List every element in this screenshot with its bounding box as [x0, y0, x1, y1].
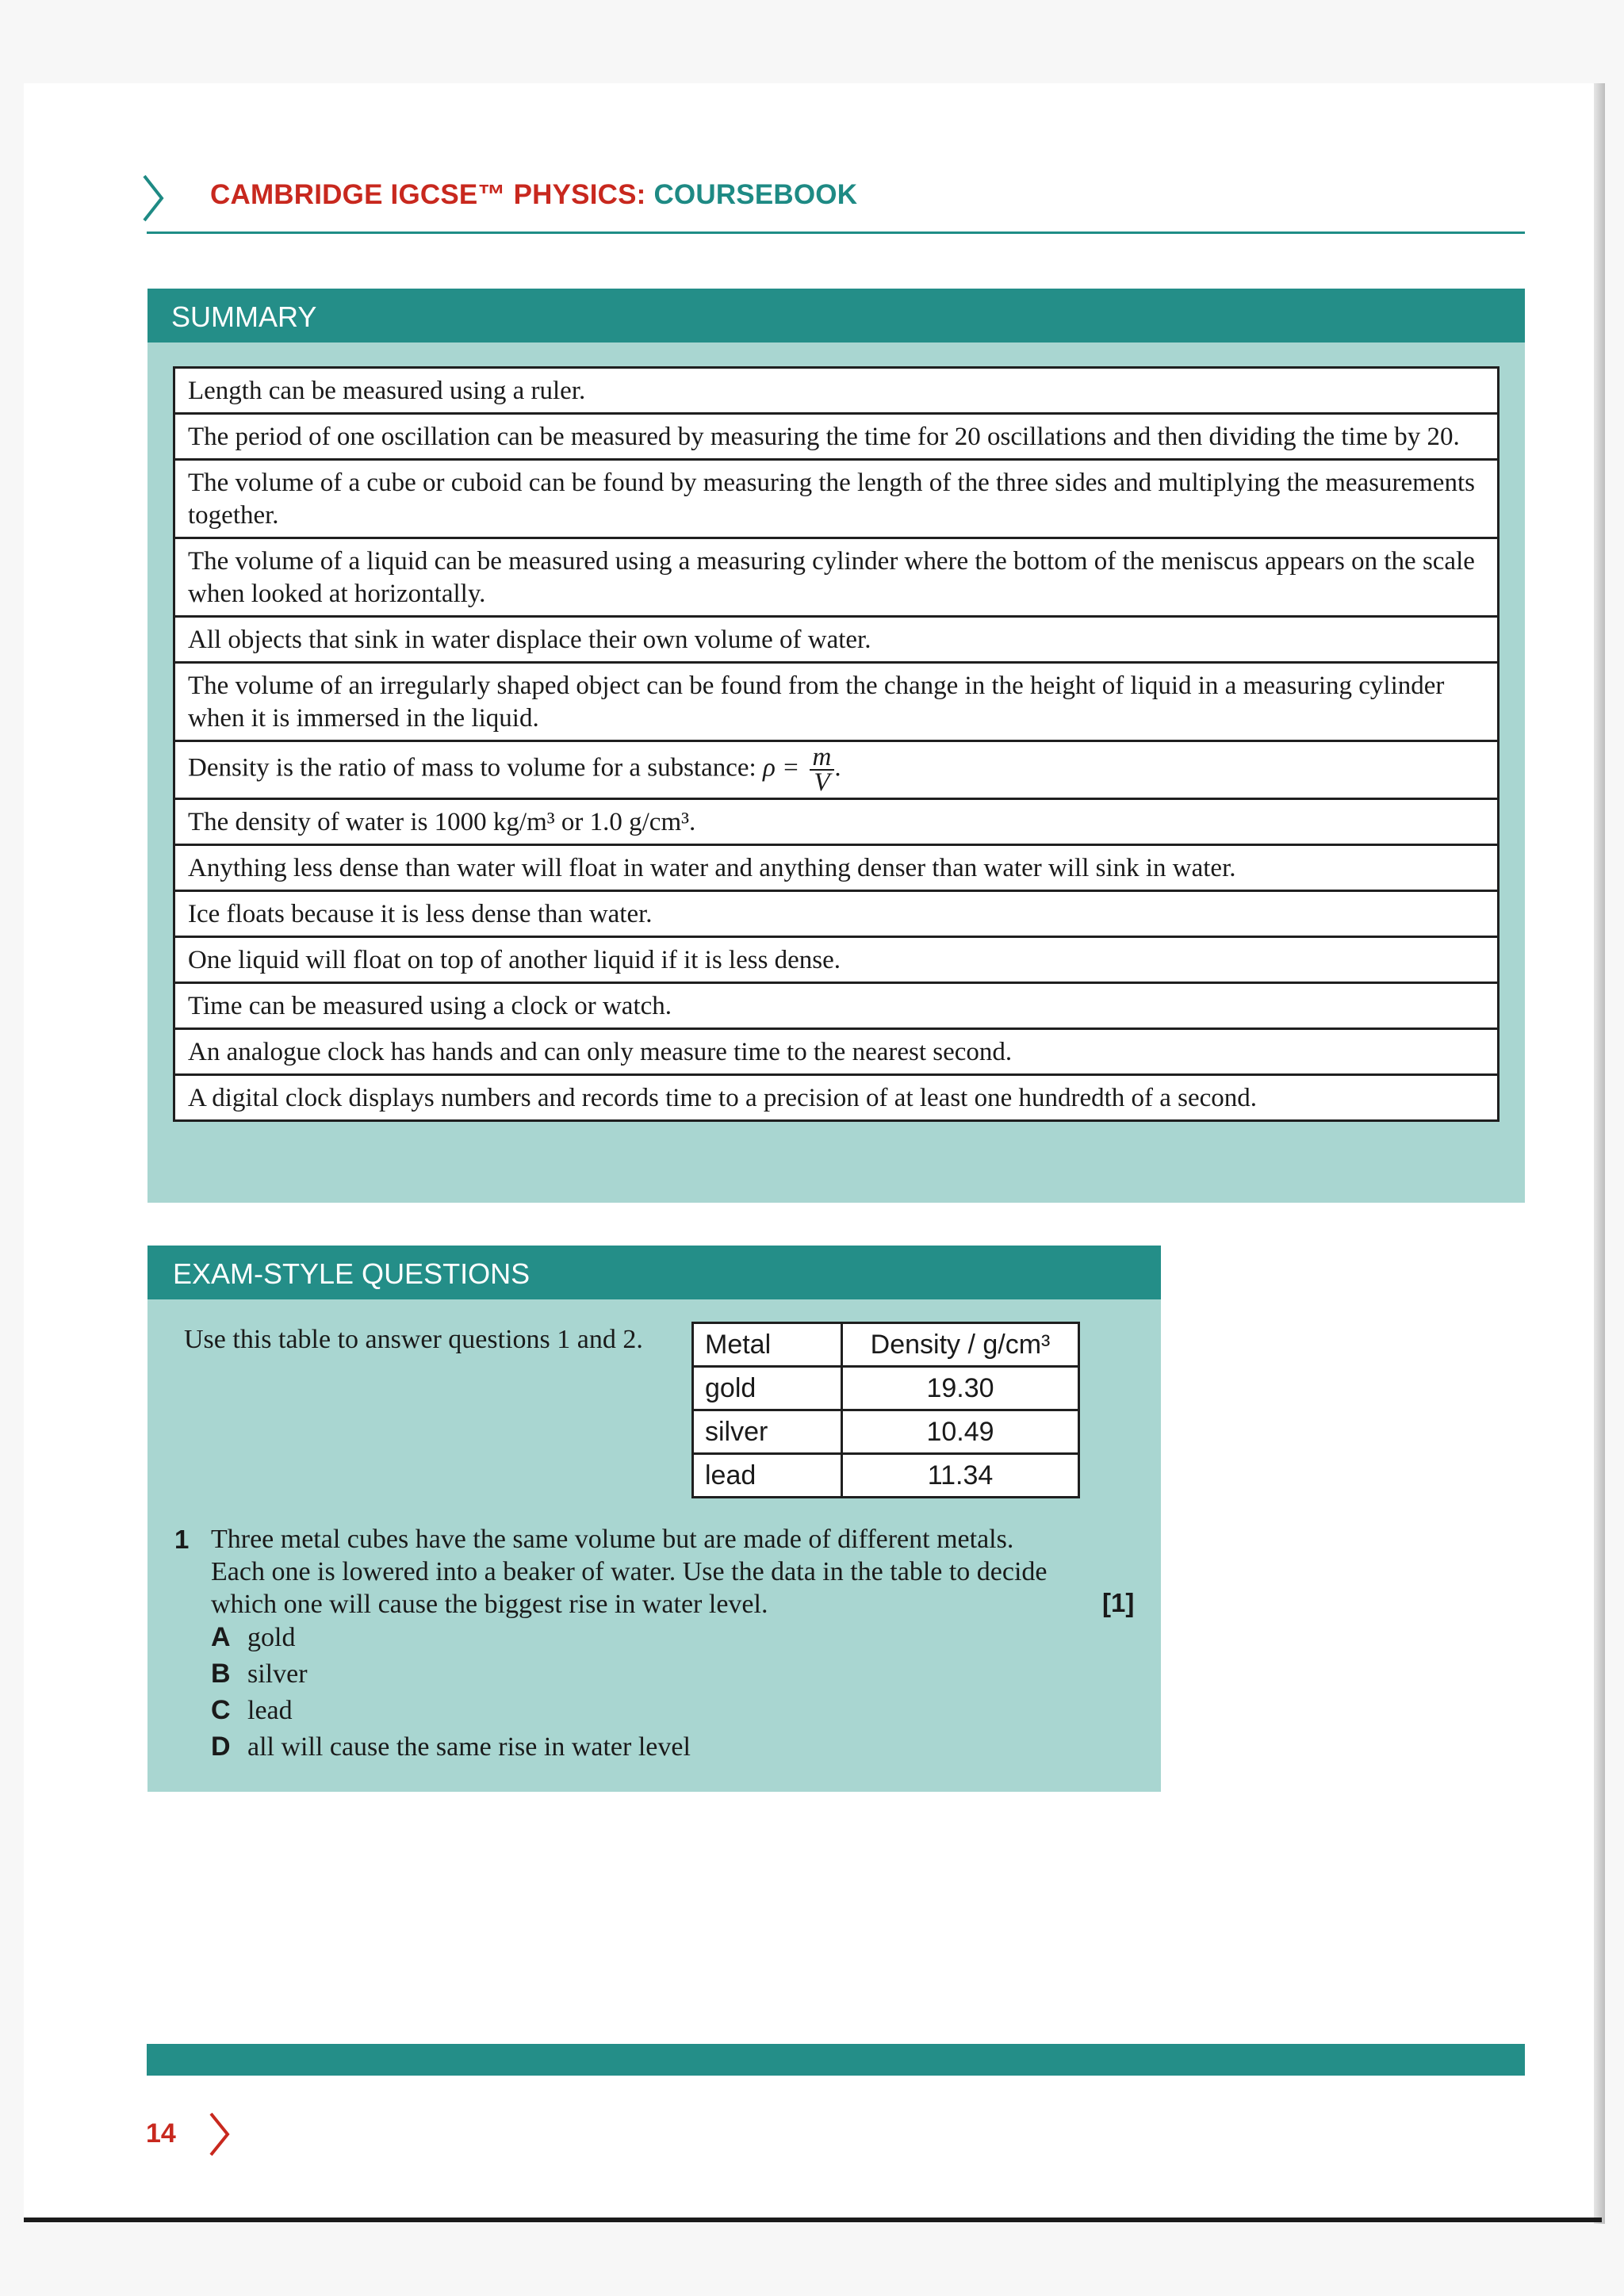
summary-row [174, 368, 1499, 414]
summary-row [174, 538, 1499, 617]
summary-row-text: One liquid will float on top of another liquid if it is less dense. [174, 937, 1499, 983]
summary-row-text: Anything less dense than water will float in water and anything denser than water will sink in water. [174, 845, 1499, 891]
answer-option-d [211, 1732, 691, 1762]
summary-row [174, 617, 1499, 663]
header-title-series: CAMBRIDGE IGCSE™ PHYSICS: [210, 179, 646, 210]
answer-option-a [211, 1622, 295, 1653]
formula-lhs: ρ = [762, 753, 800, 783]
table-row [693, 1454, 1079, 1498]
table-row [693, 1410, 1079, 1454]
summary-row [174, 663, 1499, 741]
summary-row-text: The density of water is 1000 kg/m³ or 1.0 g/cm³. [174, 799, 1499, 845]
question-marks: [1] [1102, 1588, 1135, 1617]
page-edge-shadow [1594, 83, 1605, 2224]
density-table-header [693, 1323, 1079, 1367]
cell-metal: gold [693, 1367, 842, 1410]
option-letter: A [211, 1622, 231, 1652]
option-text: lead [247, 1696, 293, 1725]
density-fraction [810, 743, 835, 797]
chevron-right-icon [141, 173, 167, 224]
footer-bar [147, 2044, 1525, 2076]
summary-row [174, 1075, 1499, 1121]
summary-heading-bar [147, 289, 1525, 342]
summary-heading: SUMMARY [171, 300, 317, 333]
summary-row-text: A digital clock displays numbers and records time to a precision of at least one hundredth of a second. [174, 1075, 1499, 1121]
summary-row [174, 1029, 1499, 1075]
summary-table [173, 366, 1500, 1122]
summary-panel [147, 289, 1525, 1203]
page-number: 14 [146, 2118, 176, 2149]
option-text: gold [247, 1623, 296, 1652]
summary-row-text: The volume of a cube or cuboid can be found by measuring the length of the three sides and multiplying the measurements together. [174, 460, 1499, 538]
summary-row-text: All objects that sink in water displace their own volume of water. [174, 617, 1499, 663]
header-rule [147, 232, 1525, 234]
column-header-metal: Metal [693, 1323, 842, 1367]
exam-intro: Use this table to answer questions 1 and 2. [184, 1325, 643, 1354]
summary-row [174, 741, 1499, 799]
summary-row [174, 983, 1499, 1029]
option-text: silver [247, 1659, 308, 1689]
exam-heading-bar [147, 1246, 1161, 1299]
page-bottom-edge [24, 2218, 1602, 2222]
running-header [210, 179, 857, 211]
answer-option-b [211, 1659, 308, 1689]
column-header-density: Density / g/cm³ [842, 1323, 1079, 1367]
cell-metal: lead [693, 1454, 842, 1498]
summary-row-text: The volume of a liquid can be measured using a measuring cylinder where the bottom of the meniscus appears on the scale when looked at horizontally. [174, 538, 1499, 617]
fraction-denominator: V [814, 768, 830, 797]
formula-end: . [834, 753, 841, 783]
summary-row-text: An analogue clock has hands and can only measure time to the nearest second. [174, 1029, 1499, 1075]
option-letter: B [211, 1659, 231, 1689]
fraction-numerator: m [810, 745, 835, 771]
summary-row-text: The volume of an irregularly shaped object can be found from the change in the height of liquid in a measuring cylinder when it is immersed in the liquid. [174, 663, 1499, 741]
density-table [691, 1322, 1080, 1498]
cell-density: 10.49 [842, 1410, 1079, 1454]
summary-row-text: The period of one oscillation can be measured by measuring the time for 20 oscillations and then dividing the time by 20. [174, 414, 1499, 460]
summary-row [174, 845, 1499, 891]
summary-row [174, 891, 1499, 937]
cell-metal: silver [693, 1410, 842, 1454]
cell-density: 19.30 [842, 1367, 1079, 1410]
option-letter: D [211, 1732, 231, 1762]
question-text: Three metal cubes have the same volume but are made of different metals. Each one is lowered into a beaker of water. Use the data in the table to decide which one will cause the biggest rise in water level. [211, 1525, 1048, 1619]
summary-row-text: Length can be measured using a ruler. [174, 368, 1499, 414]
summary-row [174, 937, 1499, 983]
table-row [693, 1367, 1079, 1410]
summary-row-text: Time can be measured using a clock or watch. [174, 983, 1499, 1029]
chevron-right-icon [208, 2110, 232, 2158]
answer-option-c [211, 1695, 293, 1726]
summary-row-text: Ice floats because it is less dense than water. [174, 891, 1499, 937]
cell-density: 11.34 [842, 1454, 1079, 1498]
summary-row-text: Density is the ratio of mass to volume for a substance: [188, 753, 756, 783]
summary-row [174, 460, 1499, 538]
option-text: all will cause the same rise in water level [247, 1732, 691, 1762]
header-title-book: COURSEBOOK [653, 179, 858, 210]
summary-row-density-formula [174, 741, 1499, 799]
exam-heading: EXAM-STYLE QUESTIONS [173, 1257, 530, 1290]
summary-row [174, 799, 1499, 845]
exam-questions-panel [147, 1246, 1161, 1792]
summary-row [174, 414, 1499, 460]
option-letter: C [211, 1695, 231, 1725]
question-number: 1 [174, 1525, 190, 1554]
